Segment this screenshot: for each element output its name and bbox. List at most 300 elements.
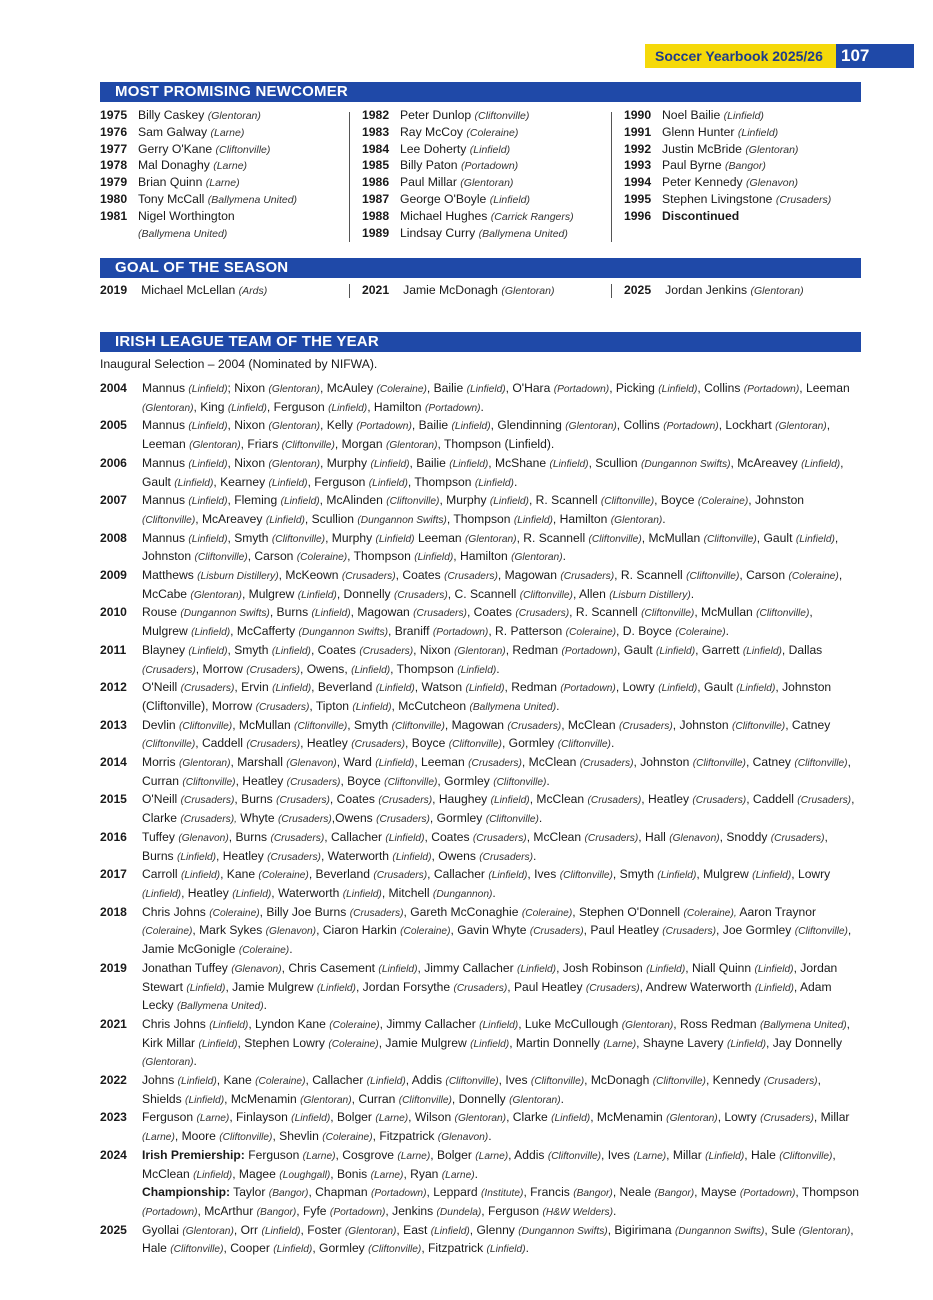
player-club: (Linfield) [479,1019,519,1031]
player-name: , Caddell [746,792,794,807]
player-club: (Cliftonville) [493,776,547,788]
player-name: , Jordan Forsythe [355,979,451,994]
entry-players [142,567,860,604]
player-name: , Cosgrove [335,1147,394,1162]
player-club: (Crusaders) [515,608,570,620]
player-club: (Linfield) [754,982,794,994]
player-name: , R. Scannell [569,605,638,620]
player-name: , R. Scannell [516,530,586,545]
player-club: (Coleraine) [209,907,260,919]
newcomer-row [100,191,297,208]
player-name: Billy Caskey [138,108,205,122]
award-year: 1996 [624,208,652,223]
player-name: , Wilson [408,1110,452,1125]
player-club: (Cliftonville) [398,1094,452,1106]
player-name: , Scullion [304,511,354,526]
player-club: (Glenavon) [265,926,317,938]
player-name: , Magee [232,1166,276,1181]
player-club: (Crusaders) [349,907,404,919]
player-club: (Crusaders) [797,795,852,807]
team-intro: Inaugural Selection – 2004 (Nominated by NIFWA). [100,357,378,371]
newcomer-row [362,157,574,174]
player-club: (Linfield) [188,533,228,545]
player-club: (Coleraine) [322,1132,373,1144]
player-club: (Larne) [302,1150,336,1162]
team-entry [100,492,860,529]
newcomer-row [100,208,297,225]
player-name: Stephen Livingstone [662,191,773,206]
player-name: Rouse [142,605,177,620]
team-entry [100,1109,860,1146]
player-name: , Glenny [469,1222,515,1237]
player-club: (Linfield) [646,963,686,975]
entry-year: 2021 [100,1016,127,1031]
player-name: , McMenamin [224,1091,297,1106]
player-name: , Johnston [748,493,805,508]
entry-year: 2008 [100,530,127,545]
team-entry [100,866,860,903]
player-club: (Glentoran) [621,1019,674,1031]
team-entry [100,604,860,641]
player-club: (Crusaders) [255,701,310,713]
player-name: , Lowry [717,1110,757,1125]
player-club: (Linfield) [366,1076,406,1088]
player-club: (Dundela) [436,1206,482,1218]
player-club: (Coleraine) [329,1019,380,1031]
player-club: (Cliftonville) [294,720,348,732]
player-club: (Dungannon Swifts) [674,1225,765,1237]
player-name: , McCabe [142,568,843,601]
player-name: , Smyth [227,530,269,545]
player-name: , McAuley [320,381,374,395]
player-name: , Jimmy Callacher [379,1016,476,1031]
player-name: Taylor [230,1185,266,1200]
award-year: 1977 [100,141,128,156]
player-club: (Crusaders) [770,832,825,844]
player-club: (Crusaders) [560,571,615,583]
player-club: (Linfield) [658,384,698,395]
player-name: , Smyth [612,867,654,882]
player-club: (Crusaders) [351,739,405,751]
entry-year: 2015 [100,792,127,807]
entry-year: 2004 [100,381,127,395]
player-name: , Luke McCullough [518,1016,619,1031]
player-club: (Linfield) [378,963,418,975]
player-name: , Burns [228,829,268,844]
player-club: (Portadown) [425,402,481,414]
entry-players [142,530,860,567]
player-name: , Smyth [227,642,269,657]
player-name: , Gormley [437,773,490,788]
player-club: (Glentoran) [509,1094,561,1106]
player-name: , Josh Robinson [556,960,643,975]
player-club: (Linfield) [795,533,835,545]
player-club: (Dungannon Swifts) [180,608,270,620]
player-name: , D. Boyce [616,624,672,639]
player-name: , Hale [744,1147,776,1162]
entry-year: 2018 [100,904,127,919]
player-club: (Bangor) [268,1188,309,1200]
player-name: , Bolger [430,1147,472,1162]
newcomer-row [100,107,297,124]
player-name: , Heatley [216,848,264,863]
player-club: (Glentoran) [189,440,241,452]
entry-players [142,417,860,454]
player-name: , Heatley [300,736,348,751]
player-club: (Larne) [370,1169,404,1181]
player-club: (Glenavon) [746,177,798,190]
player-club: (Portadown) [743,384,800,395]
player-club: (Linfield) [209,1019,249,1031]
player-club: (Cliftonville) [386,496,440,508]
player-club: (Crusaders) [393,589,448,601]
player-club: (Carrick Rangers) [490,210,574,223]
player-club: (Glentoran) [300,1094,352,1106]
player-name: , Gault [756,530,793,545]
player-name: , Collins [616,418,660,433]
player-name: , McMullan [232,717,291,732]
player-club: (Linfield) [752,870,792,882]
entry-players [142,829,860,866]
award-year: 1978 [100,158,128,173]
player-name: , Redman [505,642,559,657]
player-club: (Crusaders) [479,851,534,863]
entry-year: 2010 [100,605,127,620]
player-club: (Coleraine), [683,907,737,919]
player-name: , Ferguson [307,474,366,489]
player-name: , McClean [521,755,577,770]
player-name: Devlin [142,717,176,732]
player-name: . [513,474,518,489]
entry-players [142,642,860,679]
player-club: (Lisburn Distillery) [609,589,691,601]
player-club: (Glentoran) [511,552,563,564]
player-club: (Dungannon Swifts) [357,514,447,526]
entry-year: 2014 [100,755,127,770]
player-club: (Linfield) [273,1244,313,1256]
player-name: , Lyndon Kane [248,1016,326,1031]
player-club: (Crusaders) [142,664,196,676]
player-name: , Finlayson [229,1110,288,1125]
player-name: , McMullan [694,605,753,620]
player-club: (Lisburn Distillery) [197,571,279,583]
player-club: (Linfield) [188,421,228,433]
player-name: , Burns [269,605,309,620]
player-club: (Glentoran) [460,177,514,190]
player-name: , Waterworth [271,885,340,900]
player-club: (Crusaders) [619,720,673,732]
player-name: , Gareth McConaghie [403,904,519,919]
player-name: , Ferguson [481,1203,540,1218]
player-club: (Cliftonville) [178,720,233,732]
player-name: . [263,998,267,1013]
player-name: Morris [142,755,176,770]
player-name: , Morgan [334,437,383,452]
player-name: , Mayse [694,1185,737,1200]
player-name: . [610,736,615,751]
player-name: , Friars [240,437,279,452]
newcomer-row [624,141,831,158]
player-club: (Crusaders) [585,982,640,994]
entry-year: 2016 [100,829,127,844]
player-name: , Hale [142,1222,854,1256]
goal-item: 2019 Michael McLellan (Ards) [100,283,268,297]
player-name: , Mitchell [381,885,430,900]
player-name: . [546,773,550,788]
player-club: (Glentoran) [268,421,321,433]
player-club: (Cliftonville) [519,589,573,601]
player-club: (Coleraine) [565,627,617,639]
player-name: , Fitzpatrick [372,1129,435,1144]
player-club: (Ballymena United) [138,227,228,240]
player-club: (Portadown) [561,645,617,657]
player-name: , Tipton [309,698,350,713]
player-name: , Callacher [305,1073,364,1088]
player-club: (Crusaders) [760,1113,814,1125]
player-club: (Crusaders) [359,645,414,657]
player-name: Ferguson [244,1147,300,1162]
player-club: (Linfield) [316,982,356,994]
player-name: , Murphy [320,455,368,470]
player-club: (Linfield) [272,683,312,695]
player-club: (Crusaders) [180,795,235,807]
player-club: (Cliftonville) [219,1132,273,1144]
player-club: (Cliftonville) [182,776,236,788]
player-club: (Dungannon Swifts) [298,627,388,639]
player-name: , Jay Donnelly [766,1035,842,1050]
entry-year: 2011 [100,642,127,657]
player-name: , Nixon [413,642,451,657]
player-name: , McMenamin [590,1110,663,1125]
player-club: (Glentoran) [798,1225,851,1237]
player-name: , Bailie [409,455,446,470]
player-club: (Glentoran) [344,1225,397,1237]
player-name: O'Neill [142,792,178,807]
player-club: (Linfield) [176,851,217,863]
player-name: , Paul Heatley [583,923,659,938]
player-club: (Linfield) [191,627,231,639]
page-number: 107 [836,44,914,68]
newcomer-row [624,208,831,225]
newcomer-row [624,191,831,208]
player-club: (Glentoran) [610,514,663,526]
player-name: , Andrew Waterworth [639,979,752,994]
player-name: Discontinued [662,208,740,223]
player-club: (Ballymena United) [469,701,557,713]
player-club: (Cliftonville) [547,1150,602,1162]
player-name: Lee Doherty [400,141,467,156]
player-club: (Crusaders) [579,758,634,770]
player-club: (Coleraine) [238,945,290,957]
player-name: , Stephen O'Donnell [572,904,681,919]
entry-players [142,492,860,529]
player-club: (Linfield) [451,421,491,433]
player-name: , Watson [414,680,463,695]
column-divider [611,284,612,298]
player-name: , Allen [572,586,606,601]
player-name: , Heatley [181,885,229,900]
player-name: Mannus [142,493,186,508]
player-name: , Lockhart [718,418,772,433]
player-name: , Ross Redman [673,1016,757,1031]
player-name: , Coates [395,568,441,583]
player-name: , Callacher [427,867,485,882]
player-name: , Leeman [414,755,465,770]
entry-year: 2006 [100,455,127,470]
player-name: , Curran [351,1091,396,1106]
player-name: Justin McBride [662,141,742,156]
player-name: , Coates [466,605,512,620]
player-name: Peter Kennedy [662,175,743,190]
player-name: , Niall Quinn [685,960,752,975]
player-name: , Foster [300,1222,342,1237]
entry-year: 2005 [100,418,127,433]
newcomer-column-1 [100,107,297,241]
player-club: (Dungannon Swifts) [518,1225,608,1237]
player-name: , Carson [739,568,786,583]
section-heading-goal: GOAL OF THE SEASON [100,258,861,278]
player-name: , Owens, [299,661,348,676]
player-club: (Linfield) [549,458,589,470]
player-club: (Crusaders) [277,814,332,826]
player-club: (Linfield) [291,1113,331,1125]
entry-players [142,380,860,417]
player-club: (Ballymena United) [176,1001,264,1013]
player-club: (Coleraine) [376,384,427,395]
player-club: (Larne) [142,1132,175,1144]
entry-players [142,1222,860,1259]
player-club: (Portadown) [560,683,616,695]
player-club: (Institute) [480,1188,524,1200]
player-name: , Boyce [654,493,695,508]
entry-year: 2022 [100,1073,127,1088]
newcomer-row [362,225,574,242]
player-name: , Redman [504,680,557,695]
page-header [645,44,914,68]
player-club: (Larne) [210,126,245,139]
player-club: (Linfield) [430,1225,470,1237]
player-name: , Gavin Whyte [450,923,527,938]
player-club: (Linfield) [465,683,505,695]
player-name: , McClean [561,717,616,732]
player-club: (Linfield) [513,514,553,526]
player-club: (Linfield) [754,963,794,975]
player-name: Matthews [142,568,194,583]
player-name: , Donnelly [336,586,391,601]
entry-players [142,679,860,716]
player-name: Whyte [236,811,275,826]
award-year: 1984 [362,141,390,156]
player-name: . [538,811,543,826]
player-club: (Linfield) [742,645,782,657]
player-club: (Glentoran) [142,402,194,414]
player-club: (Portadown) [329,1206,386,1218]
player-name: Chris Johns [142,904,206,919]
player-name: , Thompson [390,661,454,676]
player-name: ,Owens [331,811,373,826]
newcomer-row [362,107,574,124]
player-name: , C. Scannell [447,586,517,601]
team-entry [100,717,860,754]
player-club: (Ballymena United) [760,1019,847,1031]
player-name: , Burns [142,829,828,863]
player-name: , Kearney [213,474,266,489]
player-club: (Cliftonville) [485,814,539,826]
player-name: . [725,624,729,639]
team-entry [100,1072,860,1109]
player-name: , McCafferty [230,624,296,639]
player-club: (Crusaders) [763,1076,818,1088]
player-club: (Linfield) [232,888,272,900]
team-list [100,380,860,1259]
player-name: Lindsay Curry [400,225,476,240]
award-year: 1976 [100,124,128,139]
player-name: , McAreavey [195,511,263,526]
player-club: (Portadown) [370,1188,427,1200]
player-club: (Larne) [475,1150,509,1162]
player-club: (Cliftonville) [271,533,326,545]
player-club: (Linfield) [486,1244,526,1256]
player-name: , Gault [697,680,733,695]
entry-year: 2025 [100,1222,127,1237]
team-entry [100,530,860,567]
player-club: (Crusaders) [584,832,639,844]
player-name: , Magowan [444,717,505,732]
player-name: , Joe Gormley [716,923,792,938]
player-club: (Glentoran) [190,589,242,601]
player-club: (Cliftonville) [794,758,848,770]
player-name: , Catney [745,755,791,770]
newcomer-row [624,124,831,141]
player-name: , Owens [431,848,476,863]
player-club: (Linfield) [801,458,841,470]
player-name: . [533,848,537,863]
player-club: (Cliftonville) [652,1076,706,1088]
player-name: Mannus [142,381,186,395]
player-club: (Linfield) [658,683,698,695]
player-club: (Cliftonville) [170,1244,224,1256]
player-club: (Glentoran) [454,645,506,657]
player-club: (Linfield) [370,458,410,470]
player-name: George O'Boyle [400,191,487,206]
player-club: (Linfield) [185,1094,225,1106]
player-name: , Dallas [781,642,823,657]
column-divider [349,112,350,242]
player-club: (Coleraine) [258,870,309,882]
player-name: , Ives [601,1147,630,1162]
player-club: (Linfield) [470,1038,510,1050]
player-club: (Glentoran) [465,533,517,545]
player-name: , Boyce [405,736,446,751]
player-club: (Cliftonville) [368,1244,422,1256]
newcomer-row [362,124,574,141]
player-name: , Paul Heatley [507,979,583,994]
player-name: , Leeman [799,381,850,395]
player-name: , McKeown [278,568,339,583]
player-club: (Linfield) [181,870,221,882]
player-name: , Catney [785,717,831,732]
player-name: , Haughey [432,792,488,807]
player-club: (Bangor) [573,1188,613,1200]
player-name: , Mulgrew [241,586,295,601]
player-name: , McMullan [641,530,701,545]
player-club: (Linfield) [328,402,368,414]
section-heading-newcomer: MOST PROMISING NEWCOMER [100,82,861,102]
player-name: , Orr [233,1222,259,1237]
player-club: (Linfield) [368,477,408,489]
player-club: (Larne) [213,160,248,173]
player-club: (Cliftonville) [142,739,196,751]
